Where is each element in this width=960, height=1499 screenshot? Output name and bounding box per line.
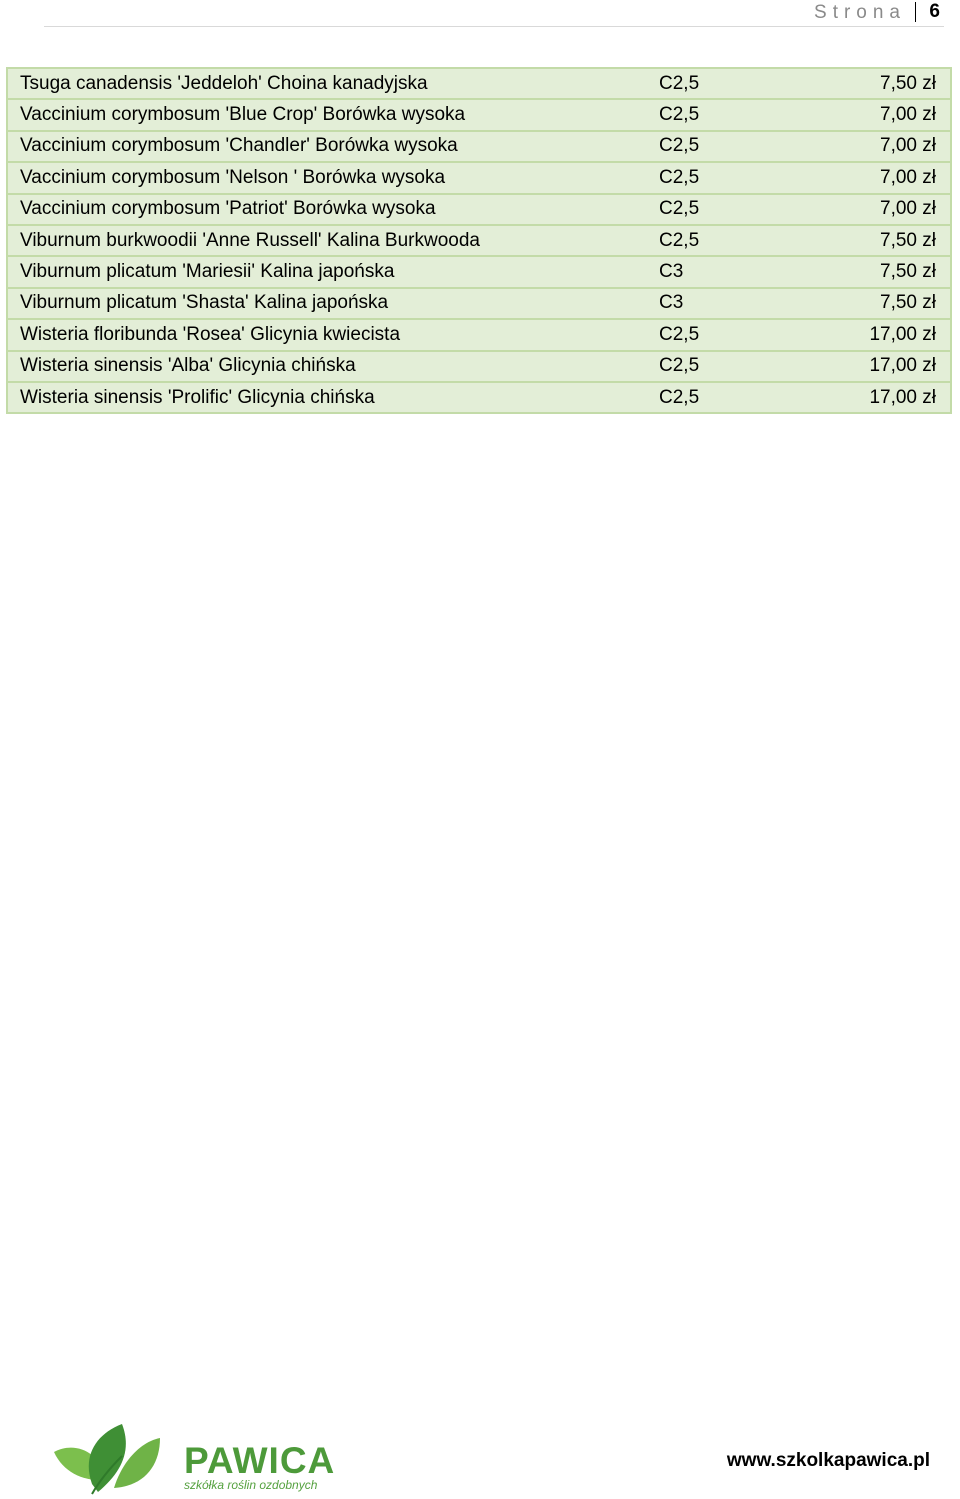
table-row xyxy=(7,319,951,350)
plant-name: Viburnum burkwoodii 'Anne Russell' Kalina Burkwooda xyxy=(7,225,647,256)
price: 7,00 zł xyxy=(822,99,951,130)
price-table xyxy=(6,67,952,414)
container-size: C2,5 xyxy=(647,351,822,382)
plant-name: Tsuga canadensis 'Jeddeloh' Choina kanadyjska xyxy=(7,68,647,99)
plant-name: Wisteria floribunda 'Rosea' Glicynia kwiecista xyxy=(7,319,647,350)
container-size: C2,5 xyxy=(647,382,822,413)
page-separator xyxy=(915,2,916,22)
container-size: C2,5 xyxy=(647,225,822,256)
brand-name: PAWICA xyxy=(184,1440,336,1481)
table-row xyxy=(7,382,951,413)
price: 7,50 zł xyxy=(822,68,951,99)
plant-name: Vaccinium corymbosum 'Nelson ' Borówka wysoka xyxy=(7,162,647,193)
table-row xyxy=(7,256,951,287)
price: 7,50 zł xyxy=(822,225,951,256)
table-row xyxy=(7,351,951,382)
price: 7,50 zł xyxy=(822,288,951,319)
website-url[interactable]: www.szkolkapawica.pl xyxy=(726,1450,930,1471)
price: 7,50 zł xyxy=(822,256,951,287)
page-number: 6 xyxy=(929,1,940,22)
container-size: C2,5 xyxy=(647,99,822,130)
container-size: C2,5 xyxy=(647,131,822,162)
container-size: C2,5 xyxy=(647,162,822,193)
plant-name: Viburnum plicatum 'Mariesii' Kalina japońska xyxy=(7,256,647,287)
price: 17,00 zł xyxy=(822,319,951,350)
plant-name: Vaccinium corymbosum 'Chandler' Borówka wysoka xyxy=(7,131,647,162)
table-row xyxy=(7,68,951,99)
page-label: Strona xyxy=(814,2,906,23)
container-size: C3 xyxy=(647,256,822,287)
container-size: C2,5 xyxy=(647,319,822,350)
leaf-logo-icon xyxy=(52,1422,172,1496)
price: 17,00 zł xyxy=(822,351,951,382)
container-size: C3 xyxy=(647,288,822,319)
brand-tagline: szkółka roślin ozdobnych xyxy=(184,1478,318,1492)
table-row xyxy=(7,194,951,225)
price: 7,00 zł xyxy=(822,194,951,225)
table-row xyxy=(7,225,951,256)
container-size: C2,5 xyxy=(647,194,822,225)
plant-name: Viburnum plicatum 'Shasta' Kalina japońska xyxy=(7,288,647,319)
plant-name: Vaccinium corymbosum 'Blue Crop' Borówka wysoka xyxy=(7,99,647,130)
table-row xyxy=(7,131,951,162)
company-logo xyxy=(52,1422,336,1496)
plant-name: Vaccinium corymbosum 'Patriot' Borówka wysoka xyxy=(7,194,647,225)
plant-name: Wisteria sinensis 'Alba' Glicynia chińska xyxy=(7,351,647,382)
table-row xyxy=(7,162,951,193)
price: 7,00 zł xyxy=(822,131,951,162)
price: 7,00 zł xyxy=(822,162,951,193)
container-size: C2,5 xyxy=(647,68,822,99)
page-header xyxy=(44,0,944,27)
plant-name: Wisteria sinensis 'Prolific' Glicynia chińska xyxy=(7,382,647,413)
price: 17,00 zł xyxy=(822,382,951,413)
table-row xyxy=(7,99,951,130)
table-row xyxy=(7,288,951,319)
